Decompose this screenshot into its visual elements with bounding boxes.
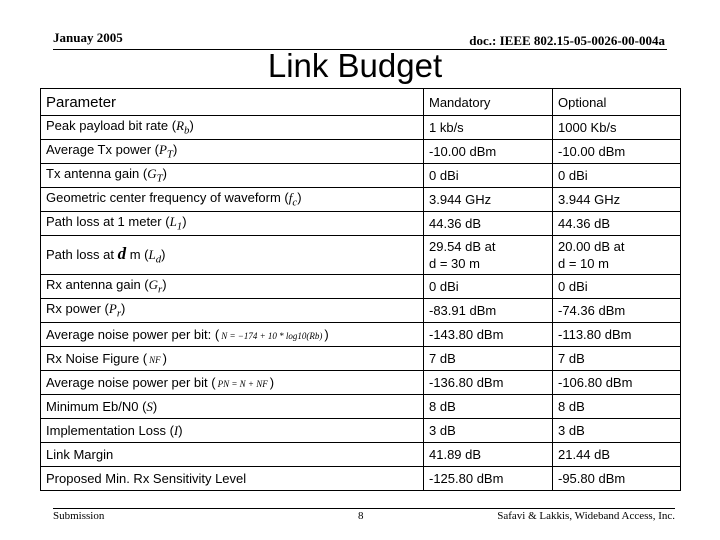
header-date: Januay 2005 xyxy=(53,30,123,45)
mandatory-cell: 0 dBi xyxy=(424,164,553,188)
optional-cell: -74.36 dBm xyxy=(553,299,681,323)
column-header-parameter: Parameter xyxy=(41,89,424,116)
optional-cell: 3 dB xyxy=(553,419,681,443)
mandatory-cell: 3.944 GHz xyxy=(424,188,553,212)
table-row xyxy=(41,140,681,164)
optional-cell: 0 dBi xyxy=(553,164,681,188)
pn-formula: PN = N + NF xyxy=(217,379,268,389)
mandatory-cell: 44.36 dB xyxy=(424,212,553,236)
row-label-peak-payload-bit-rate: Peak payload bit rate $(R_b)$ xyxy=(41,116,424,140)
row-label-center-frequency: Geometric center frequency of waveform $(f_c)$ xyxy=(41,188,424,212)
optional-cell: -95.80 dBm xyxy=(553,467,681,491)
optional-cell: 0 dBi xyxy=(553,275,681,299)
footer-page-number: 8 xyxy=(358,510,364,522)
table-row xyxy=(41,395,681,419)
footer-authors: Safavi & Lakkis, Wideband Access, Inc. xyxy=(497,510,675,522)
footer-rule xyxy=(53,508,675,509)
table-row xyxy=(41,236,681,275)
table-row xyxy=(41,275,681,299)
slide-title: Link Budget xyxy=(267,47,443,84)
row-label-noise-power-per-bit-formula: Average noise power per bit: ( N = −174 + 10 * log10(Rb) ) xyxy=(41,323,424,347)
optional-cell: 3.944 GHz xyxy=(553,188,681,212)
table-row xyxy=(41,347,681,371)
row-label-min-eb-n0: Minimum Eb/N0 (S) xyxy=(41,395,424,419)
optional-cell: -113.80 dBm xyxy=(553,323,681,347)
mandatory-cell: -136.80 dBm xyxy=(424,371,553,395)
row-label-tx-antenna-gain: Tx antenna gain $(G_T)$ xyxy=(41,164,424,188)
row-label-path-loss-d: Path loss at d m $(L_d)$ xyxy=(41,236,424,275)
mandatory-cell: -10.00 dBm xyxy=(424,140,553,164)
mandatory-cell: 3 dB xyxy=(424,419,553,443)
mandatory-cell: -83.91 dBm xyxy=(424,299,553,323)
table-row xyxy=(41,371,681,395)
column-header-optional: Optional xyxy=(553,89,681,116)
mandatory-cell: 29.54 dB at d = 30 m xyxy=(424,236,553,275)
table-row xyxy=(41,323,681,347)
mandatory-cell: -143.80 dBm xyxy=(424,323,553,347)
row-label-path-loss-1m: Path loss at 1 meter $(L_1)$ xyxy=(41,212,424,236)
mandatory-cell: 7 dB xyxy=(424,347,553,371)
table-row xyxy=(41,299,681,323)
optional-cell: -106.80 dBm xyxy=(553,371,681,395)
row-label-link-margin: Link Margin xyxy=(41,443,424,467)
optional-cell: 44.36 dB xyxy=(553,212,681,236)
mandatory-cell: 8 dB xyxy=(424,395,553,419)
table-row xyxy=(41,443,681,467)
optional-cell: 7 dB xyxy=(553,347,681,371)
row-label-average-tx-power: Average Tx power $(P_T)$ xyxy=(41,140,424,164)
table-row xyxy=(41,419,681,443)
row-label-rx-antenna-gain: Rx antenna gain $(G_r)$ xyxy=(41,275,424,299)
optional-cell: 1000 Kb/s xyxy=(553,116,681,140)
header-doc-id: doc.: IEEE 802.15-05-0026-00-004a xyxy=(469,33,665,48)
table-row xyxy=(41,188,681,212)
table-row xyxy=(41,467,681,491)
mandatory-cell: 41.89 dB xyxy=(424,443,553,467)
table-row xyxy=(41,116,681,140)
mandatory-cell: -125.80 dBm xyxy=(424,467,553,491)
row-label-average-noise-power: Average noise power per bit ( PN = N + NF ) xyxy=(41,371,424,395)
optional-cell: 21.44 dB xyxy=(553,443,681,467)
optional-cell: -10.00 dBm xyxy=(553,140,681,164)
noise-figure-symbol: NF xyxy=(149,355,161,365)
link-budget-table xyxy=(40,88,681,491)
table-row xyxy=(41,212,681,236)
row-label-rx-noise-figure: Rx Noise Figure ( NF ) xyxy=(41,347,424,371)
optional-cell: 8 dB xyxy=(553,395,681,419)
mandatory-cell: 1 kb/s xyxy=(424,116,553,140)
row-label-rx-power: Rx power $(P_r)$ xyxy=(41,299,424,323)
row-label-min-rx-sensitivity: Proposed Min. Rx Sensitivity Level xyxy=(41,467,424,491)
table-header-row xyxy=(41,89,681,116)
table-row xyxy=(41,164,681,188)
noise-formula: N = −174 + 10 * log10(Rb) xyxy=(221,331,323,341)
footer-submission: Submission xyxy=(53,510,105,522)
optional-cell: 20.00 dB at d = 10 m xyxy=(553,236,681,275)
mandatory-cell: 0 dBi xyxy=(424,275,553,299)
column-header-mandatory: Mandatory xyxy=(424,89,553,116)
row-label-implementation-loss: Implementation Loss (I) xyxy=(41,419,424,443)
